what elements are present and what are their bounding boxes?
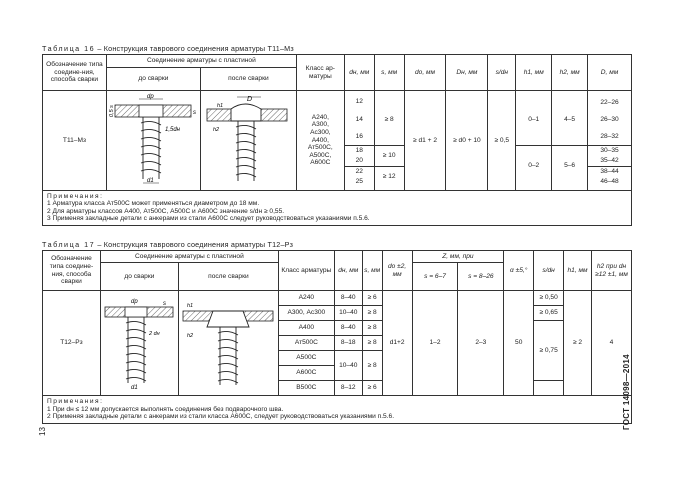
dn-value: 10–40	[334, 306, 362, 321]
drawing-before-16	[107, 91, 199, 187]
table16-caption	[42, 44, 294, 53]
table16-title: Конструкция таврового соединения арматуры Т11–Мз	[103, 44, 294, 53]
dim-d1: d1	[131, 384, 139, 391]
s-value: ≥ 10	[375, 146, 404, 167]
note-item: 1 При dн ≤ 12 мм допускается выполнять соединения без подварочного шва.	[47, 405, 284, 413]
dn-value: 8–12	[334, 381, 362, 396]
type-cell: Т11–Мз	[43, 91, 107, 191]
table17-label: Таблица 17	[42, 240, 96, 249]
s-value: ≥ 12	[382, 172, 396, 180]
dn-value: 8–40	[334, 321, 362, 336]
hdr-after: после сварки	[178, 263, 278, 291]
class-item: А600С	[310, 159, 331, 167]
table16-notes	[43, 190, 632, 225]
hdr-before: до сварки	[100, 263, 178, 291]
hdr-z1: s = 6–7	[412, 263, 458, 291]
h1-cell	[516, 91, 552, 191]
s-cell	[374, 91, 404, 191]
s-value: ≥ 6	[362, 381, 382, 396]
dn-value: 12	[355, 98, 363, 106]
hdr-Dn: Dн, мм	[446, 55, 488, 91]
hdr-designation: Обозначение типа соедине-ния, способа сварки	[43, 55, 107, 91]
do-value: ≥ d1 + 2	[404, 91, 446, 191]
page-number: 13	[38, 427, 47, 436]
s-value: ≥ 8	[362, 351, 382, 381]
dim-h1: h1	[187, 302, 194, 309]
dn-cell	[344, 91, 374, 191]
dim-2dn: 2 dн	[149, 330, 161, 337]
hdr-z2: s = 8–26	[458, 263, 504, 291]
s-value: ≥ 8	[362, 321, 382, 336]
dim-h1: h1	[217, 103, 224, 109]
dn-value: 8–40	[334, 291, 362, 306]
drawing-before-cell	[100, 291, 178, 396]
dim-s: s	[193, 110, 197, 116]
dim-dp: dр	[131, 298, 139, 305]
dim-15dn: 1,5dн	[165, 127, 181, 133]
h2-cell	[552, 91, 588, 191]
class-item: Ас300,	[310, 128, 331, 136]
z1-value: 1–2	[412, 291, 458, 396]
dim-h2: h2	[213, 127, 220, 133]
h1-value: ≥ 2	[564, 291, 592, 396]
caption-dash: –	[95, 240, 104, 249]
hdr-sdn: s/dн	[488, 55, 516, 91]
dn-value: 14	[355, 116, 363, 124]
class-item: А400,	[311, 136, 329, 144]
class-item: А500С,	[309, 151, 332, 159]
drawing-after-cell	[178, 291, 278, 396]
class-value: А500С	[278, 351, 334, 366]
Dn-value: ≥ d0 + 10	[446, 91, 488, 191]
class-value: А400	[278, 321, 334, 336]
dn-value: 8–18	[334, 336, 362, 351]
dn-value: 22	[355, 168, 363, 176]
dim-D: D	[247, 96, 253, 103]
hdr-Z: Z, мм, при	[412, 251, 504, 263]
hdr-after: после сварки	[200, 68, 296, 91]
table17-notes	[43, 396, 632, 424]
h2-value: 4–5	[552, 94, 587, 146]
sdn-value: ≥ 0,50	[534, 291, 564, 306]
dn-value: 16	[345, 128, 374, 146]
hdr-do: dо, мм	[404, 55, 446, 91]
class-list	[296, 91, 344, 191]
hdr-connection: Соединение арматуры с пластиной	[106, 55, 296, 68]
dim-05s: 0,5 s	[109, 105, 116, 117]
D-value: 26–30	[600, 115, 619, 123]
D-value: 46–48	[600, 177, 619, 185]
dn-value: 10–40	[334, 351, 362, 381]
dn-value: 20	[345, 156, 374, 167]
class-value: А600С	[278, 366, 334, 381]
class-value: А240	[278, 291, 334, 306]
class-item: Ат500С,	[307, 144, 333, 152]
h1-value: 0–1	[516, 94, 551, 146]
table17-title: Конструкция таврового соединения арматуры Т12–Рз	[103, 240, 294, 249]
D-cell	[588, 91, 632, 191]
D-value: 30–35	[600, 146, 619, 154]
hdr-h2: h2, мм	[552, 55, 588, 91]
D-value: 38–44	[600, 167, 619, 175]
hdr-class: Класс арматуры	[278, 251, 334, 291]
dn-value: 25	[355, 178, 363, 186]
hdr-D: D, мм	[588, 55, 632, 91]
hdr-sdn: s/dн	[534, 251, 564, 291]
sdn-value: ≥ 0,5	[488, 91, 516, 191]
hdr-class: Класс ар-матуры	[296, 55, 344, 91]
do-value: d1+2	[382, 291, 412, 396]
hdr-before: до сварки	[106, 68, 200, 91]
hdr-h1: h1, мм	[564, 251, 592, 291]
dim-h2: h2	[187, 332, 194, 339]
sdn-value: ≥ 0,75	[534, 321, 564, 381]
table17	[42, 250, 632, 424]
alpha-value: 50	[504, 291, 534, 396]
s-value: ≥ 8	[375, 94, 404, 146]
drawing-before-cell	[106, 91, 200, 191]
hdr-s: s, мм	[374, 55, 404, 91]
class-value: А300, Ас300	[278, 306, 334, 321]
sdn-value: ≥ 0,65	[534, 306, 564, 321]
hdr-do: dо ±2, мм	[382, 251, 412, 291]
drawing-after-17	[179, 293, 277, 391]
hdr-h2: h2 при dн ≥12 ±1, мм	[592, 251, 632, 291]
note-item: 1 Арматура класса Ат500С может применяться диаметром до 18 мм.	[47, 200, 260, 208]
hdr-alpha: α ±5,°	[504, 251, 534, 291]
note-item: 3 Применяя закладные детали с анкерами из стали А600С следует руководствоваться указаниями п.5.6.	[47, 215, 370, 223]
hdr-connection: Соединение арматуры с пластиной	[100, 251, 278, 263]
hdr-dn: dн, мм	[334, 251, 362, 291]
note-item: 2 Для арматуры классов А400, Ат500С, А500С и А600С значение s/dн ≥ 0,55.	[47, 207, 285, 215]
z2-value: 2–3	[458, 291, 504, 396]
D-value: 22–26	[600, 98, 619, 106]
dn-value: 18	[355, 147, 363, 155]
D-value: 28–32	[588, 128, 631, 146]
D-value: 35–42	[588, 156, 631, 167]
h2-value: 5–6	[564, 162, 576, 170]
caption-dash: –	[95, 44, 104, 53]
drawing-after-16	[201, 91, 295, 187]
hdr-h1: h1, мм	[516, 55, 552, 91]
class-value: В500С	[278, 381, 334, 396]
table16-label: Таблица 16	[42, 44, 96, 53]
class-value: Ат500С	[278, 336, 334, 351]
notes-title: Примечания:	[47, 398, 104, 405]
s-value: ≥ 6	[362, 291, 382, 306]
h2-value: 4	[592, 291, 632, 396]
type-cell: Т12–Рз	[43, 291, 101, 396]
dim-dp: dр	[147, 94, 155, 100]
dim-d1: d1	[147, 178, 155, 184]
s-value: ≥ 8	[362, 336, 382, 351]
drawing-before-17	[101, 293, 177, 391]
table16	[42, 54, 632, 226]
dim-s: s	[163, 300, 167, 307]
sdn-empty	[534, 381, 564, 396]
notes-title: Примечания:	[47, 192, 104, 200]
drawing-after-cell	[200, 91, 296, 191]
hdr-designation: Обозначение типа соедине-ния, способа сварки	[43, 251, 101, 291]
h1-value: 0–2	[528, 162, 540, 170]
hdr-s: s, мм	[362, 251, 382, 291]
note-item: 2 Применяя закладные детали с анкерами из стали класса А600С, следует руководствоваться указаниями п.5.6.	[47, 413, 395, 421]
standard-code: ГОСТ 14098—2014	[622, 354, 631, 430]
s-value: ≥ 8	[362, 306, 382, 321]
class-item: А240,	[311, 113, 329, 121]
hdr-dn: dн, мм	[344, 55, 374, 91]
class-item: А300,	[311, 121, 329, 129]
table17-caption	[42, 240, 293, 249]
